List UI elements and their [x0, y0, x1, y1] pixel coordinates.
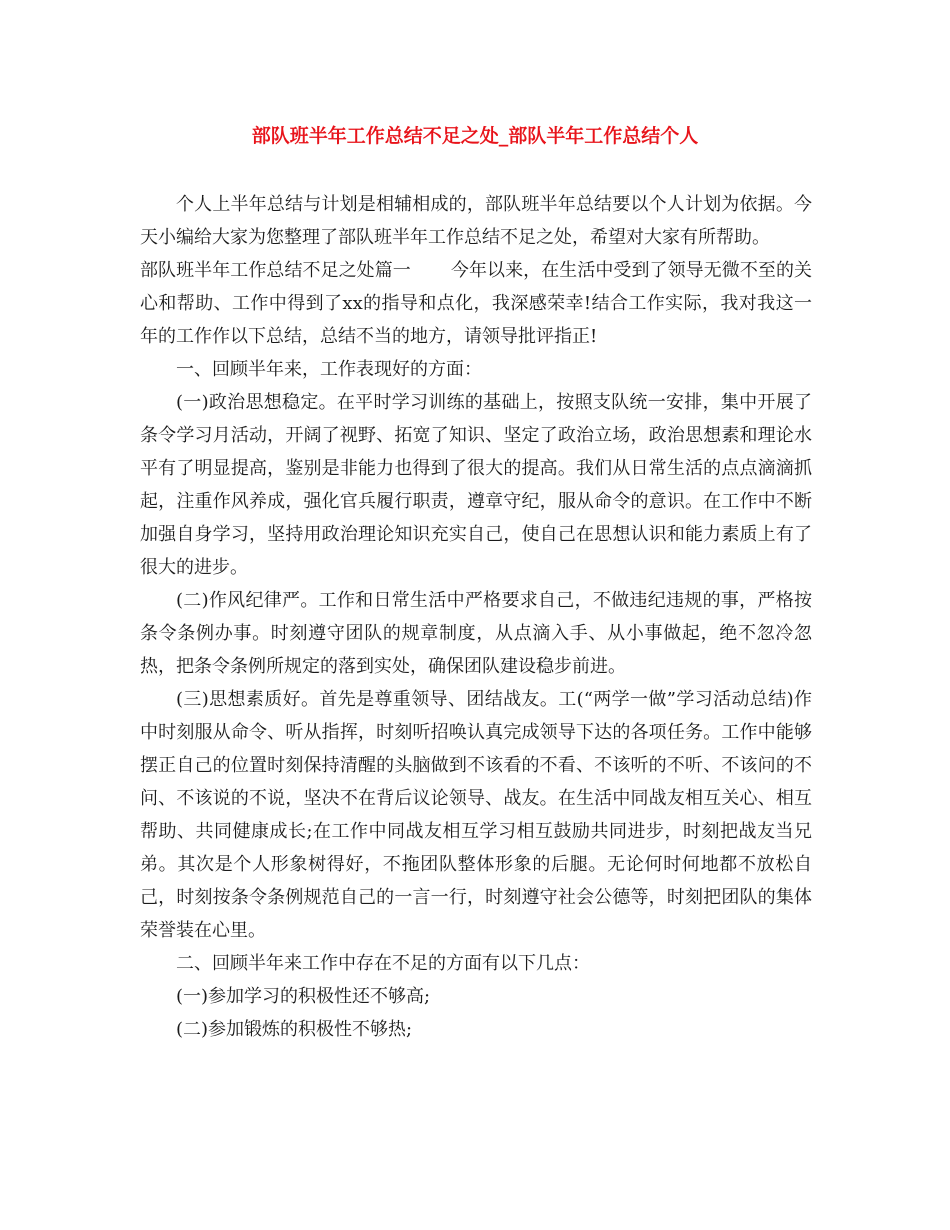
point-ideology: (三)思想素质好。首先是尊重领导、团结战友。工(“两学一做”学习活动总结)作中时刻服从命令、听从指挥，时刻听招唤认真完成领导下达的各项任务。工作中能够摆正自己的位置时刻保持清醒的头脑做到不该看的不看、不该听的不听、不该问的不问、不该说的不说，坚决不在背后议论领导、战友。在生活中同战友相互关心、相互帮助、共同健康成长;在工作中同战友相互学习相互鼓励共同进步，时刻把战友当兄弟。其次是个人形象树得好，不拖团队整体形象的后腿。无论何时何地都不放松自己，时刻按条令条例规范自己的一言一行，时刻遵守社会公德等，时刻把团队的集体荣誉装在心里。 — [140, 689, 812, 941]
section-opening: 今年以来，在生活中受到了领导无微不至的关心和帮助、工作中得到了xx的指导和点化，我深感荣幸!结合工作实际，我对我这一年的工作作以下总结，总结不当的地方，请领导批评指正! — [140, 260, 813, 347]
section-label: 部队班半年工作总结不足之处篇一 — [140, 260, 411, 281]
document-body — [140, 188, 812, 1046]
shortcoming-study: (一)参加学习的积极性还不够高; — [176, 986, 431, 1007]
section-paragraph — [140, 254, 812, 353]
point-political: (一)政治思想稳定。在平时学习训练的基础上，按照支队统一安排，集中开展了条令学习月活动，开阔了视野、拓宽了知识、坚定了政治立场，政治思想素和理论水平有了明显提高，鉴别是非能力也得到了很大的提高。我们从日常生活的点点滴滴抓起，注重作风养成，强化官兵履行职责，遵章守纪，服从命令的意识。在工作中不断加强自身学习，坚持用政治理论知识充实自己，使自己在思想认识和能力素质上有了很大的进步。 — [140, 392, 812, 578]
shortcoming-exercise: (二)参加锻炼的积极性不够热; — [176, 1019, 413, 1040]
heading-positive: 一、回顾半年来，工作表现好的方面： — [176, 359, 482, 380]
document-title: 部队班半年工作总结不足之处_部队半年工作总结个人 — [251, 125, 699, 147]
intro-text: 个人上半年总结与计划是相辅相成的，部队班半年总结要以个人计划为依据。今天小编给大家为您整理了部队班半年工作总结不足之处，希望对大家有所帮助。 — [140, 194, 812, 248]
heading-shortcomings: 二、回顾半年来工作中存在不足的方面有以下几点： — [176, 953, 590, 974]
intro-paragraph — [140, 188, 812, 254]
point-discipline: (二)作风纪律严。工作和日常生活中严格要求自己，不做违纪违规的事，严格按条令条例办事。时刻遵守团队的规章制度，从点滴入手、从小事做起，绝不忽冷忽热，把条令条例所规定的落到实处，确保团队建设稳步前进。 — [140, 590, 812, 677]
